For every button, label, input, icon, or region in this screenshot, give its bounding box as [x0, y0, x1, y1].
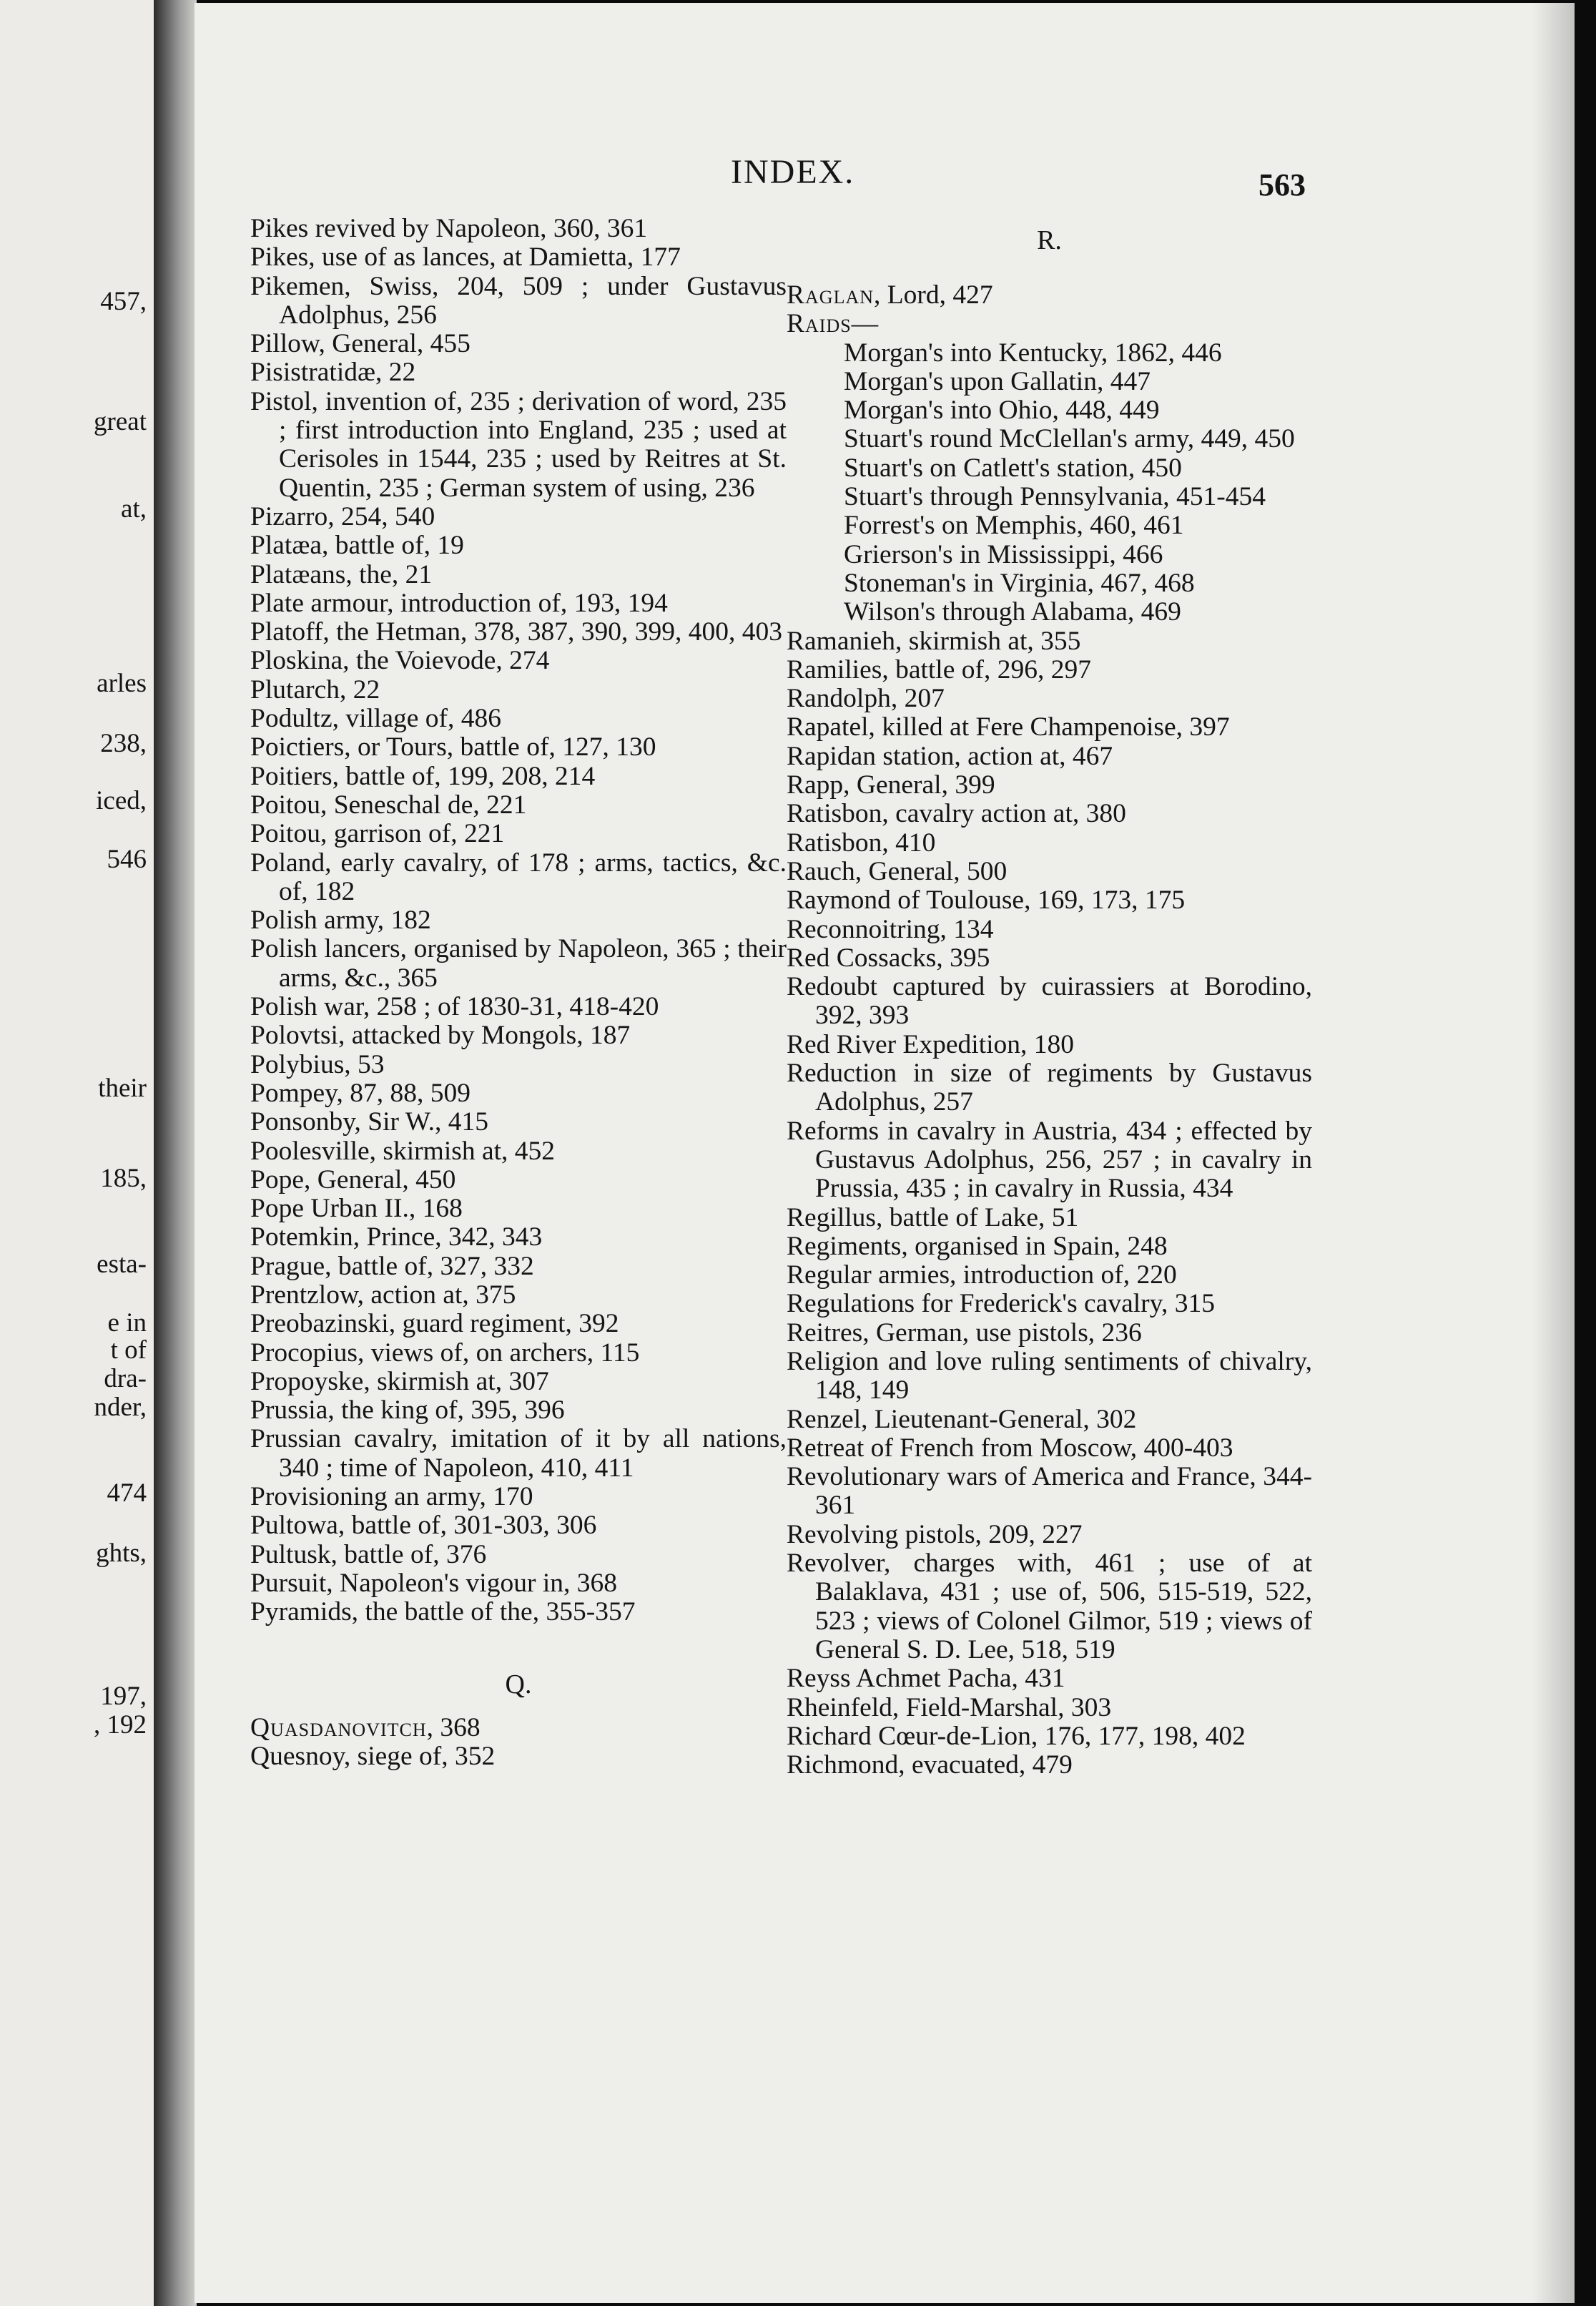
facing-page-fragment: dra- [104, 1364, 147, 1393]
facing-page-fragment: great [94, 407, 147, 436]
index-entry: Reyss Achmet Pacha, 431 [787, 1664, 1065, 1694]
index-entry: Plutarch, 22 [250, 674, 380, 705]
index-entry: Polovtsi, attacked by Mongols, 187 [250, 1021, 631, 1051]
index-entry: Regillus, battle of Lake, 51 [787, 1202, 1079, 1232]
entry-list-p [250, 215, 787, 1627]
index-entry: Prentzlow, action at, 375 [250, 1280, 516, 1310]
entry-list-q [250, 1714, 787, 1772]
index-entry: Platæans, the, 21 [250, 559, 433, 589]
index-entry: Poolesville, skirmish at, 452 [250, 1136, 556, 1166]
index-entry: Redoubt captured by cuirassiers at Borodino, 392, 393 [787, 972, 1312, 1031]
index-entry: Richard Cœur-de-Lion, 176, 177, 198, 402 [787, 1721, 1246, 1751]
facing-page-fragment: ghts, [96, 1539, 147, 1568]
page-number: 563 [1258, 167, 1306, 202]
facing-page-fragment: their [98, 1074, 147, 1103]
facing-page-edge [0, 0, 154, 2306]
index-entry: Renzel, Lieutenant-General, 302 [787, 1404, 1137, 1434]
index-entry: Quesnoy, siege of, 352 [250, 1741, 496, 1771]
index-entry: Ploskina, the Voievode, 274 [250, 646, 550, 676]
index-entry: Pisistratidæ, 22 [250, 358, 416, 388]
index-entry: Regulations for Frederick's cavalry, 315 [787, 1289, 1215, 1319]
index-entry: Religion and love ruling sentiments of chivalry, 148, 149 [787, 1346, 1312, 1405]
facing-page-fragment: 197, [100, 1682, 147, 1711]
index-entry: Ratisbon, 410 [787, 828, 936, 858]
raid-subentry: Stoneman's in Virginia, 467, 468 [844, 568, 1195, 598]
index-entry: Platoff, the Hetman, 378, 387, 390, 399, 400, 403 [250, 617, 783, 647]
facing-page-fragment: esta- [97, 1250, 147, 1279]
index-entry: Poland, early cavalry, of 178 ; arms, tactics, &c. of, 182 [250, 848, 787, 906]
index-entry: Prussian cavalry, imitation of it by all nations, 340 ; time of Napoleon, 410, 411 [250, 1424, 787, 1483]
facing-page-fragment: 474 [107, 1478, 147, 1508]
facing-page-fragment: arles [97, 669, 147, 698]
index-entry: Raids— [787, 309, 880, 339]
index-entry: Rapidan station, action at, 467 [787, 741, 1113, 771]
raids-sublist [787, 339, 1312, 627]
index-entry: Pompey, 87, 88, 509 [250, 1078, 471, 1108]
index-entry: Pistol, invention of, 235 ; derivation of word, 235 ; first introduction into England, 235 ; used at Cerisoles in 1544, 235 ; used by Reitres at St. Quentin, 235 ; German system of using, 236 [250, 386, 787, 503]
index-entry: Pultusk, battle of, 376 [250, 1539, 487, 1569]
index-entry: Retreat of French from Moscow, 400-403 [787, 1433, 1233, 1463]
index-entry: Polish lancers, organised by Napoleon, 365 ; their arms, &c., 365 [250, 934, 787, 993]
index-entry: Red River Expedition, 180 [787, 1029, 1075, 1059]
index-entry: Pizarro, 254, 540 [250, 501, 435, 531]
index-entry: Pikes, use of as lances, at Damietta, 177 [250, 242, 681, 273]
section-letter-r: R. [1037, 225, 1062, 255]
index-entry: Reforms in cavalry in Austria, 434 ; effected by Gustavus Adolphus, 256, 257 ; in cavalry in Prussia, 435 ; in cavalry in Russia, 434 [787, 1116, 1312, 1204]
index-entry: Prague, battle of, 327, 332 [250, 1251, 534, 1281]
facing-page-fragment: at, [121, 494, 147, 524]
index-entry: Randolph, 207 [787, 684, 945, 714]
book-gutter [154, 0, 197, 2306]
index-entry: Reconnoitring, 134 [787, 914, 994, 944]
section-letter-q: Q. [505, 1669, 532, 1699]
index-entry: Pyramids, the battle of the, 355-357 [250, 1597, 636, 1627]
facing-page-fragment: e in [107, 1308, 147, 1338]
index-column-left [250, 215, 787, 1771]
raid-subentry: Morgan's into Ohio, 448, 449 [844, 396, 1160, 426]
index-entry: Ramanieh, skirmish at, 355 [787, 626, 1081, 656]
index-entry: Regular armies, introduction of, 220 [787, 1260, 1177, 1290]
index-entry: Pultowa, battle of, 301-303, 306 [250, 1511, 597, 1541]
facing-page-fragment: 238, [100, 729, 147, 758]
raid-subentry: Stuart's round McClellan's army, 449, 450 [844, 424, 1295, 454]
index-entry: Pope, General, 450 [250, 1164, 456, 1194]
index-column-right [787, 225, 1312, 1780]
index-entry: Reduction in size of regiments by Gustavus Adolphus, 257 [787, 1059, 1312, 1117]
facing-page-fragment: iced, [96, 786, 147, 815]
entry-list-r [787, 627, 1312, 1780]
index-entry: Preobazinski, guard regiment, 392 [250, 1309, 619, 1339]
index-entry: Rauch, General, 500 [787, 856, 1008, 886]
raid-subentry: Morgan's into Kentucky, 1862, 446 [844, 338, 1222, 368]
index-entry: Quasdanovitch, 368 [250, 1712, 481, 1742]
facing-page-fragment: 457, [100, 287, 147, 316]
index-entry: Platæa, battle of, 19 [250, 531, 464, 561]
index-entry: Revolving pistols, 209, 227 [787, 1519, 1083, 1549]
index-entry: Revolutionary wars of America and France, 344-361 [787, 1462, 1312, 1521]
index-entry: Raglan, Lord, 427 [787, 280, 993, 310]
index-entry: Pope Urban II., 168 [250, 1194, 463, 1224]
raid-subentry: Forrest's on Memphis, 460, 461 [844, 511, 1184, 541]
index-entry: Prussia, the king of, 395, 396 [250, 1395, 565, 1426]
index-entry: Poitiers, battle of, 199, 208, 214 [250, 761, 596, 791]
running-head: INDEX. [731, 153, 855, 191]
index-entry: Ramilies, battle of, 296, 297 [787, 654, 1091, 685]
index-entry: Pursuit, Napoleon's vigour in, 368 [250, 1568, 617, 1598]
index-entry: Pikes revived by Napoleon, 360, 361 [250, 214, 648, 243]
raid-subentry: Grierson's in Mississippi, 466 [844, 539, 1163, 569]
index-entry: Pillow, General, 455 [250, 329, 471, 359]
index-entry: Pikemen, Swiss, 204, 509 ; under Gustavus Adolphus, 256 [250, 271, 787, 330]
raid-subentry: Wilson's through Alabama, 469 [844, 597, 1181, 627]
facing-page-fragment: , 192 [94, 1710, 147, 1740]
index-entry: Propoyske, skirmish at, 307 [250, 1366, 549, 1396]
index-entry: Reitres, German, use pistols, 236 [787, 1318, 1142, 1348]
index-entry: Ponsonby, Sir W., 415 [250, 1107, 489, 1137]
index-entry: Rapatel, killed at Fere Champenoise, 397 [787, 712, 1230, 742]
raid-subentry: Stuart's on Catlett's station, 450 [844, 453, 1182, 483]
index-entry: Regiments, organised in Spain, 248 [787, 1231, 1168, 1261]
index-entry: Revolver, charges with, 461 ; use of at Balaklava, 431 ; use of, 506, 515-519, 522, 523 ; views of Colonel Gilmor, 519 ; views of General S. D. Lee, 518, 519 [787, 1549, 1312, 1664]
index-entry: Richmond, evacuated, 479 [787, 1750, 1073, 1780]
facing-page-fragment: nder, [94, 1393, 147, 1422]
raid-subentry: Stuart's through Pennsylvania, 451-454 [844, 482, 1266, 512]
index-entry: Rapp, General, 399 [787, 770, 995, 800]
index-entry: Polish army, 182 [250, 906, 431, 936]
index-entry: Rheinfeld, Field-Marshal, 303 [787, 1692, 1112, 1722]
index-entry: Red Cossacks, 395 [787, 943, 990, 973]
index-entry: Procopius, views of, on archers, 115 [250, 1338, 640, 1368]
index-entry: Podultz, village of, 486 [250, 704, 501, 734]
index-entry: Plate armour, introduction of, 193, 194 [250, 588, 668, 618]
index-entry: Ratisbon, cavalry action at, 380 [787, 799, 1126, 829]
facing-page-fragment: t of [110, 1335, 147, 1365]
index-entry: Raymond of Toulouse, 169, 173, 175 [787, 885, 1186, 916]
facing-page-fragment: 546 [107, 845, 147, 874]
facing-page-fragment: 185, [100, 1164, 147, 1193]
index-entry: Poictiers, or Tours, battle of, 127, 130 [250, 732, 656, 762]
index-entry: Potemkin, Prince, 342, 343 [250, 1222, 543, 1252]
index-entry: Polybius, 53 [250, 1049, 385, 1079]
entry-list-r-head [787, 281, 1312, 339]
index-entry: Polish war, 258 ; of 1830-31, 418-420 [250, 992, 659, 1022]
index-entry: Poitou, Seneschal de, 221 [250, 790, 527, 820]
raid-subentry: Morgan's upon Gallatin, 447 [844, 366, 1151, 396]
index-entry: Provisioning an army, 170 [250, 1482, 533, 1512]
index-entry: Poitou, garrison of, 221 [250, 819, 505, 849]
